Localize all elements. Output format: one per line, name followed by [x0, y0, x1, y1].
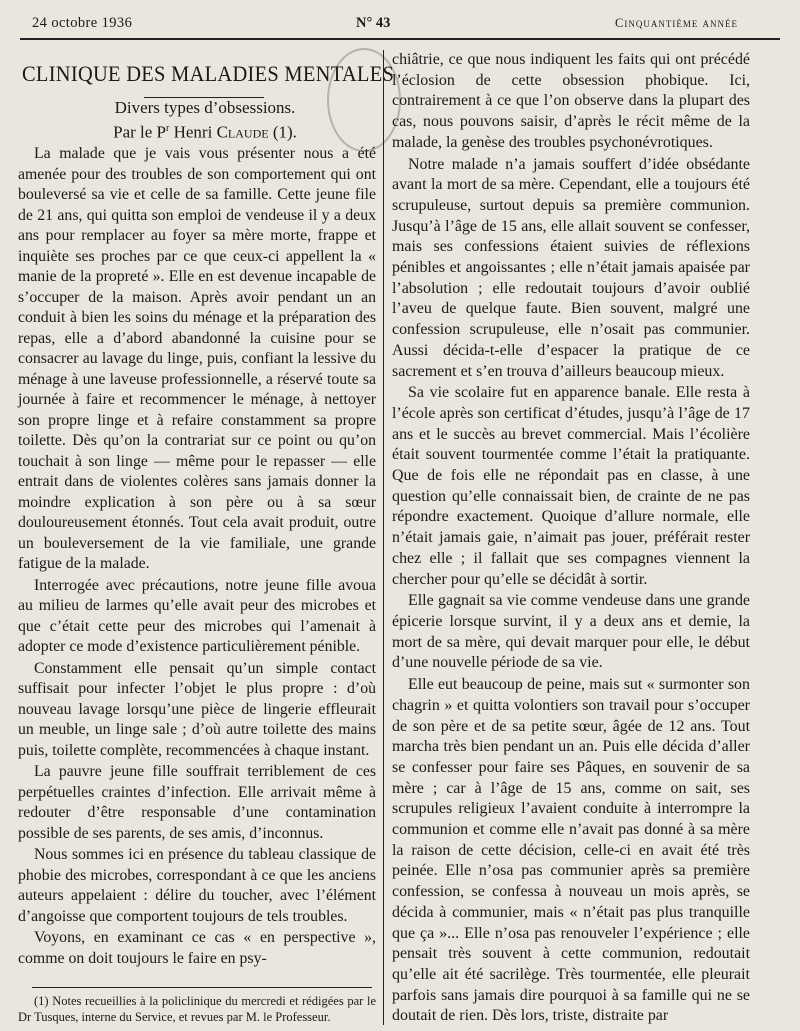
- byline-ref: (1).: [272, 122, 297, 142]
- paragraph: Interrogée avec précautions, notre jeune fille avoua au milieu de larmes qu’elle avait peur des microbes et que c’était cette peur des microbes qui l’amenait à adopter ce mode d’existence particulièrement pénible.: [18, 576, 376, 656]
- footnote-rule: [32, 987, 372, 988]
- issue-number: N° 43: [356, 15, 391, 31]
- header-rule: [20, 38, 780, 40]
- article-byline: [18, 119, 376, 143]
- paragraph: Voyons, en examinant ce cas « en perspective », comme on doit toujours le faire en psy-: [18, 929, 376, 967]
- right-column: [392, 50, 750, 1027]
- paragraph: Sa vie scolaire fut en apparence banale. Elle resta à l’école après son certificat d’études, jusqu’à l’âge de 17 ans et le succès au brevet commercial. Mais l’écolière était souvent tourmentée comme l’était la pratiquante. Que de fois elle ne répondait pas en classe, à une question qu’elle connaissait bien, de crainte de ne pas répondre exactement. Quoique d’allure normale, elle n’était jamais gaie, n’aimait pas jouer, préférait rester chez elle ; il fallait que ses compagnes viennent la chercher pour qu’elle se décidât à sortir.: [392, 384, 750, 588]
- byline-sup: r: [166, 123, 170, 134]
- byline-surname: Claude: [216, 122, 269, 142]
- column-divider: [383, 50, 384, 1025]
- paragraph: Constamment elle pensait qu’un simple contact suffisait pour infecter l’objet le plus propre : d’où nouveau lavage lorsqu’une pièce de lingerie effleurait un meuble, un linge sale ; d’où autre toilette des mains puis, toilette complète, recommencées à chaque instant.: [18, 659, 376, 759]
- paragraph: Nous sommes ici en présence du tableau classique de phobie des microbes, correspondant à ce que les anciens auteurs appelaient : délire du toucher, avec l’élément d’angoisse que comportent toujours de tels troubles.: [18, 846, 376, 925]
- page-header: [0, 0, 800, 40]
- paragraph: Elle eut beaucoup de peine, mais sut « surmonter son chagrin » et quitta volontiers son travail pour s’occuper de son père et de sa petite sœur, âgée de 12 ans. Tout marcha très bien pendant un an. Puis elle décida d’aller se confesser pour faire ses Pâques, en souvenir de sa mère ; car à l’âge de 15 ans, comme on sait, ses scrupules religieux l’avaient conduite à interrompre la communion et comme elle n’avait pas donné à sa mère la raison de cette décision, celle-ci en avait été très peinée. Elle n’osa pas communier après sa première confession, se confessa à nouveau un mois après, se décida à communier, mais « n’était pas plus tranquille que ça »... Elle n’osa pas renouveler l’expérience ; elle pensait très souvent à cette communion, redoutait qu’elle ait été sacrilège. Très tourmentée, elle pleurait parfois sans jamais dire pourquoi à sa famille qui ne se doutait de rien. Dès lors, triste, distraite par: [392, 676, 750, 1025]
- paragraph: La malade que je vais vous présenter nous a été amenée pour des troubles de son comportement qui ont bouleversé sa vie et celle de sa famille. Cette jeune file de 21 ans, qui quitta son emploi de vendeuse il y a deux ans pour remplacer au foyer sa mère morte, frappe et inquiète ses proches par ce que ceux-ci appellent la « manie de la propreté ». Elle en est devenue incapable de s’occuper de la maison. Après avoir pendant un an conduit à bien les soins du ménage et la préparation des repas, elle a d’abord abandonné la cuisine pour se consacrer au lavage du linge, puis, confiant la lessive du ménage à une laveuse professionnelle, a réservé toute sa journée à faire et recommencer le ménage, à nettoyer son propre linge et à refaire constamment sa propre toilette. Dès qu’on la contrariat sur ce point ou qu’on touchait à son linge — même pour le repasser — elle entrait dans de violentes colères sans jamais donner la moindre explication à son père ou à sa sœur douloureusement étonnés. Tout cela avait produit, outre un bouleversement de la vie familiale, une grande fatigue de la malade.: [18, 145, 376, 573]
- byline-name: Henri: [173, 122, 213, 142]
- left-column: [18, 50, 395, 1025]
- paragraph: Elle gagnait sa vie comme vendeuse dans une grande épicerie lorsque survint, il y a deux ans et demie, la mort de sa mère, qui devait marquer pour elle, le début d’une nouvelle période de sa vie.: [392, 592, 750, 672]
- paragraph: Notre malade n’a jamais souffert d’idée obsédante avant la mort de sa mère. Cependant, elle a toujours été scrupuleuse, surtout depuis sa première communion. Jusqu’à l’âge de 15 ans, elle allait souvent se confesser, mais ses confessions étaient suivies de réflexions pénibles et angoissantes ; elle n’était jamais apaisée par l’absolution ; elle redoutait toujours d’avoir oublié l’aveu de quelque faute. Bien souvent, malgré une confession scrupuleuse, elle n’osait pas communier. Aussi décida-t-elle d’espacer la pratique de ce sacrement et s’en trouva d’ailleurs beaucoup mieux.: [392, 155, 750, 380]
- article-title: CLINIQUE DES MALADIES MENTALES: [22, 61, 395, 86]
- issue-date: 24 octobre 1936: [32, 15, 133, 31]
- footnote: (1) Notes recueillies à la policlinique du mercredi et rédigées par le Dr Tusques, interne du Service, et revues par M. le Professeur.: [18, 994, 376, 1024]
- paragraph: chiâtrie, ce que nous indiquent les faits qui ont précédé l’éclosion de cette obsession phobique. Ici, contrairement à ce que l’on observe dans la plupart des cas, nous pouvons saisir, d’après le récit même de la malade, la genèse des troubles psychonévrotiques.: [392, 51, 750, 151]
- publication-year-label: Cinquantième année: [615, 16, 738, 30]
- byline-prefix: Par le P: [113, 122, 166, 142]
- paragraph: La pauvre jeune fille souffrait terriblement de ces perpétuelles craintes d’infection. Elle arrivait même à redouter d’être responsable d’une contamination possible de ses parents, de ses amis, d’inconnus.: [18, 763, 376, 842]
- article-subtitle: Divers types d’obsessions.: [114, 97, 296, 117]
